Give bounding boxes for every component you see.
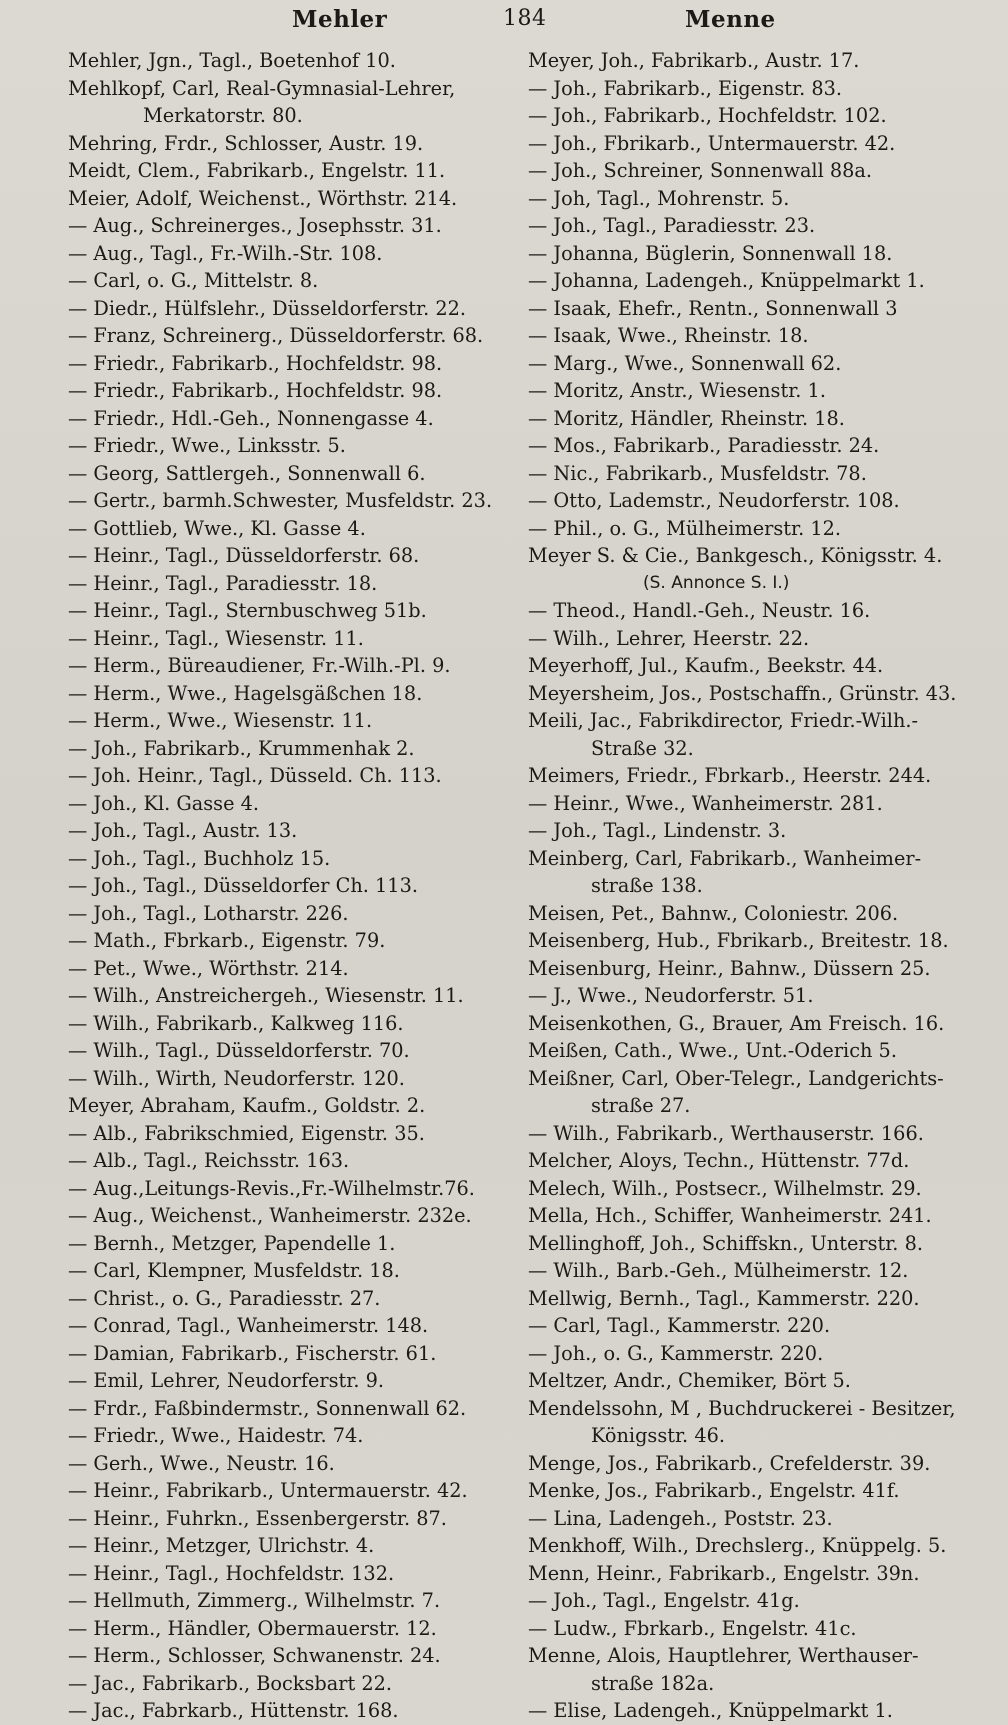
directory-entry: — Aug., Schreinerges., Josephsstr. 31. (68, 214, 442, 237)
directory-entry: — Friedr., Fabrikarb., Hochfeldstr. 98. (68, 351, 443, 375)
directory-entry: Melcher, Aloys, Techn., Hüttenstr. 77d. (528, 1149, 910, 1172)
directory-entry: — Joh., o. G., Kammerstr. 220. (528, 1341, 824, 1365)
directory-entry: — Joh., Schreiner, Sonnenwall 88a. (528, 159, 873, 182)
directory-entry: Mellwig, Bernh., Tagl., Kammerstr. 220. (528, 1286, 920, 1310)
directory-entry: — Wilh., Fabrikarb., Kalkweg 116. (68, 1011, 404, 1035)
directory-entry: Menge, Jos., Fabrikarb., Crefelderstr. 39. (528, 1451, 931, 1475)
directory-entry: — Johanna, Büglerin, Sonnenwall 18. (528, 241, 893, 265)
directory-entry: — Emil, Lehrer, Neudorferstr. 9. (68, 1369, 385, 1392)
directory-entry: Mehler, Jgn., Tagl., Boetenhof 10. (68, 49, 396, 72)
directory-entry: Meisenkothen, G., Brauer, Am Freisch. 16. (528, 1011, 945, 1035)
directory-entry: — Aug., Weichenst., Wanheimerstr. 232e. (68, 1204, 472, 1227)
directory-entry: Melech, Wilh., Postsecr., Wilhelmstr. 29. (528, 1176, 922, 1200)
directory-entry: — Damian, Fabrikarb., Fischerstr. 61. (68, 1341, 437, 1365)
directory-entry: Meisen, Pet., Bahnw., Coloniestr. 206. (528, 901, 899, 925)
directory-entry: Meisenberg, Hub., Fbrikarb., Breitestr. 18. (528, 929, 949, 952)
directory-entry: Menn, Heinr., Fabrikarb., Engelstr. 39n. (528, 1561, 920, 1585)
directory-entry: Mellinghoff, Joh., Schiffskn., Unterstr. 8. (528, 1231, 923, 1255)
directory-entry: — Johanna, Ladengeh., Knüppelmarkt 1. (528, 269, 925, 292)
directory-entry: — Joh., Fabrikarb., Hochfeldstr. 102. (528, 104, 887, 127)
directory-entry: — Herm., Wwe., Wiesenstr. 11. (68, 709, 373, 732)
directory-entry: (S. Annonce S. I.) (643, 572, 790, 593)
directory-entry: — Heinr., Wwe., Wanheimerstr. 281. (528, 791, 883, 815)
directory-entry: — Moritz, Händler, Rheinstr. 18. (528, 406, 845, 430)
directory-entry: — Mos., Fabrikarb., Paradiesstr. 24. (528, 434, 880, 457)
directory-entry: — Friedr., Wwe., Linksstr. 5. (68, 434, 346, 457)
page-header (0, 6, 1008, 40)
directory-entry: — Phil., o. G., Mülheimerstr. 12. (528, 516, 842, 540)
directory-entry: — Marg., Wwe., Sonnenwall 62. (528, 351, 842, 375)
directory-entry: Meimers, Friedr., Fbrkarb., Heerstr. 244. (528, 764, 932, 787)
directory-entry: — Aug., Tagl., Fr.-Wilh.-Str. 108. (68, 241, 383, 265)
directory-entry: — Herm., Händler, Obermauerstr. 12. (68, 1616, 437, 1640)
directory-entry: — Jac., Fabrikarb., Bocksbart 22. (68, 1671, 392, 1695)
directory-entry: — J., Wwe., Neudorferstr. 51. (528, 984, 814, 1007)
directory-entry: Mella, Hch., Schiffer, Wanheimerstr. 241. (528, 1204, 932, 1227)
directory-entry: — Math., Fbrkarb., Eigenstr. 79. (68, 929, 386, 952)
directory-entry: Meyer, Joh., Fabrikarb., Austr. 17. (528, 49, 860, 72)
directory-entry: — Gertr., barmh.Schwester, Musfeldstr. 23. (68, 489, 493, 512)
directory-entry: Meyer S. & Cie., Bankgesch., Königsstr. 4. (528, 544, 943, 567)
directory-entry: — Carl, o. G., Mittelstr. 8. (68, 269, 319, 292)
directory-entry: — Herm., Wwe., Hagelsgäßchen 18. (68, 681, 423, 705)
directory-entry: — Heinr., Fuhrkn., Essenbergerstr. 87. (68, 1506, 447, 1530)
directory-entry: Menke, Jos., Fabrikarb., Engelstr. 41f. (528, 1479, 900, 1502)
directory-entry: — Friedr., Hdl.-Geh., Nonnengasse 4. (68, 406, 434, 430)
directory-entry: — Christ., o. G., Paradiesstr. 27. (68, 1286, 381, 1310)
directory-entry: — Hellmuth, Zimmerg., Wilhelmstr. 7. (68, 1589, 441, 1612)
directory-entry: — Joh., Fbrikarb., Untermauerstr. 42. (528, 131, 896, 155)
directory-entry: — Conrad, Tagl., Wanheimerstr. 148. (68, 1314, 429, 1337)
directory-entry: — Wilh., Wirth, Neudorferstr. 120. (68, 1066, 405, 1090)
directory-entry: Meltzer, Andr., Chemiker, Bört 5. (528, 1369, 851, 1392)
directory-entry: Meyerhoff, Jul., Kaufm., Beekstr. 44. (528, 654, 884, 677)
directory-entry: Mehring, Frdr., Schlosser, Austr. 19. (68, 131, 424, 155)
directory-entry: — Theod., Handl.-Geh., Neustr. 16. (528, 599, 871, 622)
directory-entry: Mendelssohn, M , Buchdruckerei - Besitzer, (528, 1396, 956, 1420)
directory-entry: — Alb., Fabrikschmied, Eigenstr. 35. (68, 1121, 425, 1145)
left-column (68, 47, 538, 1725)
directory-entry: — Wilh., Anstreichergeh., Wiesenstr. 11. (68, 984, 464, 1007)
directory-entry: — Alb., Tagl., Reichsstr. 163. (68, 1149, 350, 1172)
directory-entry: — Lina, Ladengeh., Poststr. 23. (528, 1506, 833, 1530)
directory-entry: — Isaak, Ehefr., Rentn., Sonnenwall 3 (528, 296, 898, 320)
directory-entry: — Wilh., Barb.-Geh., Mülheimerstr. 12. (528, 1259, 909, 1282)
directory-entry: — Friedr., Wwe., Haidestr. 74. (68, 1424, 364, 1447)
directory-entry: — Joh, Tagl., Mohrenstr. 5. (528, 186, 790, 210)
directory-entry: Menkhoff, Wilh., Drechslerg., Knüppelg. 5. (528, 1534, 947, 1557)
directory-entry: — Georg, Sattlergeh., Sonnenwall 6. (68, 461, 426, 485)
directory-entry: Mehlkopf, Carl, Real-Gymnasial-Lehrer, (68, 76, 456, 100)
directory-entry: Straße 32. (591, 736, 694, 760)
directory-entry: straße 27. (591, 1094, 691, 1117)
directory-entry: — Elise, Ladengeh., Knüppelmarkt 1. (528, 1699, 893, 1722)
directory-entry: Königsstr. 46. (591, 1424, 725, 1447)
directory-entry: Meyer, Abraham, Kaufm., Goldstr. 2. (68, 1094, 426, 1117)
directory-entry: — Heinr., Tagl., Paradiesstr. 18. (68, 571, 378, 595)
running-head-left: Mehler (292, 6, 388, 33)
directory-entry: Menne, Alois, Hauptlehrer, Werthauser- (528, 1644, 919, 1667)
page-number: 184 (503, 6, 547, 31)
directory-entry: — Gerh., Wwe., Neustr. 16. (68, 1451, 335, 1475)
directory-entry: — Heinr., Fabrikarb., Untermauerstr. 42. (68, 1479, 468, 1502)
right-column (528, 47, 984, 1725)
directory-entry: — Joh., Kl. Gasse 4. (68, 791, 260, 815)
directory-entry: — Heinr., Tagl., Hochfeldstr. 132. (68, 1561, 395, 1585)
directory-entry: — Ludw., Fbrkarb., Engelstr. 41c. (528, 1616, 857, 1640)
directory-entry: Meißen, Cath., Wwe., Unt.-Oderich 5. (528, 1039, 897, 1062)
directory-entry: Meisenburg, Heinr., Bahnw., Düssern 25. (528, 956, 931, 980)
directory-entry: — Jac., Fabrkarb., Hüttenstr. 168. (68, 1699, 399, 1722)
directory-entry: — Friedr., Fabrikarb., Hochfeldstr. 98. (68, 379, 443, 402)
directory-entry: — Joh., Tagl., Austr. 13. (68, 819, 298, 842)
directory-entry: — Heinr., Tagl., Sternbuschweg 51b. (68, 599, 427, 622)
directory-entry: — Pet., Wwe., Wörthstr. 214. (68, 956, 349, 980)
directory-entry: — Gottlieb, Wwe., Kl. Gasse 4. (68, 516, 366, 540)
directory-entry: — Joh., Tagl., Düsseldorfer Ch. 113. (68, 874, 418, 897)
directory-entry: — Joh., Tagl., Lotharstr. 226. (68, 901, 349, 925)
directory-entry: — Joh., Tagl., Engelstr. 41g. (528, 1589, 800, 1612)
directory-entry: — Heinr., Metzger, Ulrichstr. 4. (68, 1534, 375, 1557)
directory-entry: Meidt, Clem., Fabrikarb., Engelstr. 11. (68, 159, 446, 182)
directory-entry: — Moritz, Anstr., Wiesenstr. 1. (528, 379, 826, 402)
directory-entry: — Joh., Fabrikarb., Eigenstr. 83. (528, 76, 843, 100)
directory-entry: — Herm., Büreaudiener, Fr.-Wilh.-Pl. 9. (68, 654, 451, 677)
directory-entry: — Isaak, Wwe., Rheinstr. 18. (528, 324, 809, 347)
directory-entry: — Joh., Tagl., Lindenstr. 3. (528, 819, 787, 842)
directory-entry: — Frdr., Faßbindermstr., Sonnenwall 62. (68, 1396, 467, 1420)
directory-entry: — Heinr., Tagl., Düsseldorferstr. 68. (68, 544, 420, 567)
directory-entry: — Wilh., Fabrikarb., Werthauserstr. 166. (528, 1121, 924, 1145)
directory-entry: Meier, Adolf, Weichenst., Wörthstr. 214. (68, 186, 458, 210)
directory-entry: — Joh., Tagl., Paradiesstr. 23. (528, 214, 816, 237)
directory-entry: Meißner, Carl, Ober-Telegr., Landgerichts- (528, 1066, 944, 1090)
directory-entry: — Nic., Fabrikarb., Musfeldstr. 78. (528, 461, 867, 485)
directory-entry: straße 138. (591, 874, 703, 897)
directory-entry: straße 182a. (591, 1671, 715, 1695)
directory-entry: Meili, Jac., Fabrikdirector, Friedr.-Wilh.- (528, 709, 919, 732)
directory-entry: — Heinr., Tagl., Wiesenstr. 11. (68, 626, 364, 650)
directory-entry: Merkatorstr. 80. (143, 104, 303, 127)
directory-entry: — Joh., Tagl., Buchholz 15. (68, 846, 331, 870)
directory-entry: — Joh. Heinr., Tagl., Düsseld. Ch. 113. (68, 764, 442, 787)
directory-entry: — Diedr., Hülfslehr., Düsseldorferstr. 22. (68, 296, 467, 320)
directory-entry: Meinberg, Carl, Fabrikarb., Wanheimer- (528, 846, 922, 870)
running-head-right: Menne (685, 6, 776, 33)
directory-entry: — Aug.,Leitungs-Revis.,Fr.-Wilhelmstr.76. (68, 1176, 475, 1200)
directory-entry: — Wilh., Tagl., Düsseldorferstr. 70. (68, 1039, 410, 1062)
directory-entry: Meyersheim, Jos., Postschaffn., Grünstr. 43. (528, 681, 957, 705)
directory-entry: — Wilh., Lehrer, Heerstr. 22. (528, 626, 810, 650)
directory-entry: — Otto, Lademstr., Neudorferstr. 108. (528, 489, 900, 512)
directory-entry: — Carl, Tagl., Kammerstr. 220. (528, 1314, 831, 1337)
directory-entry: — Herm., Schlosser, Schwanenstr. 24. (68, 1644, 441, 1667)
directory-entry: — Franz, Schreinerg., Düsseldorferstr. 68. (68, 324, 484, 347)
directory-entry: — Bernh., Metzger, Papendelle 1. (68, 1231, 396, 1255)
directory-entry: — Joh., Fabrikarb., Krummenhak 2. (68, 736, 415, 760)
directory-entry: — Carl, Klempner, Musfeldstr. 18. (68, 1259, 400, 1282)
